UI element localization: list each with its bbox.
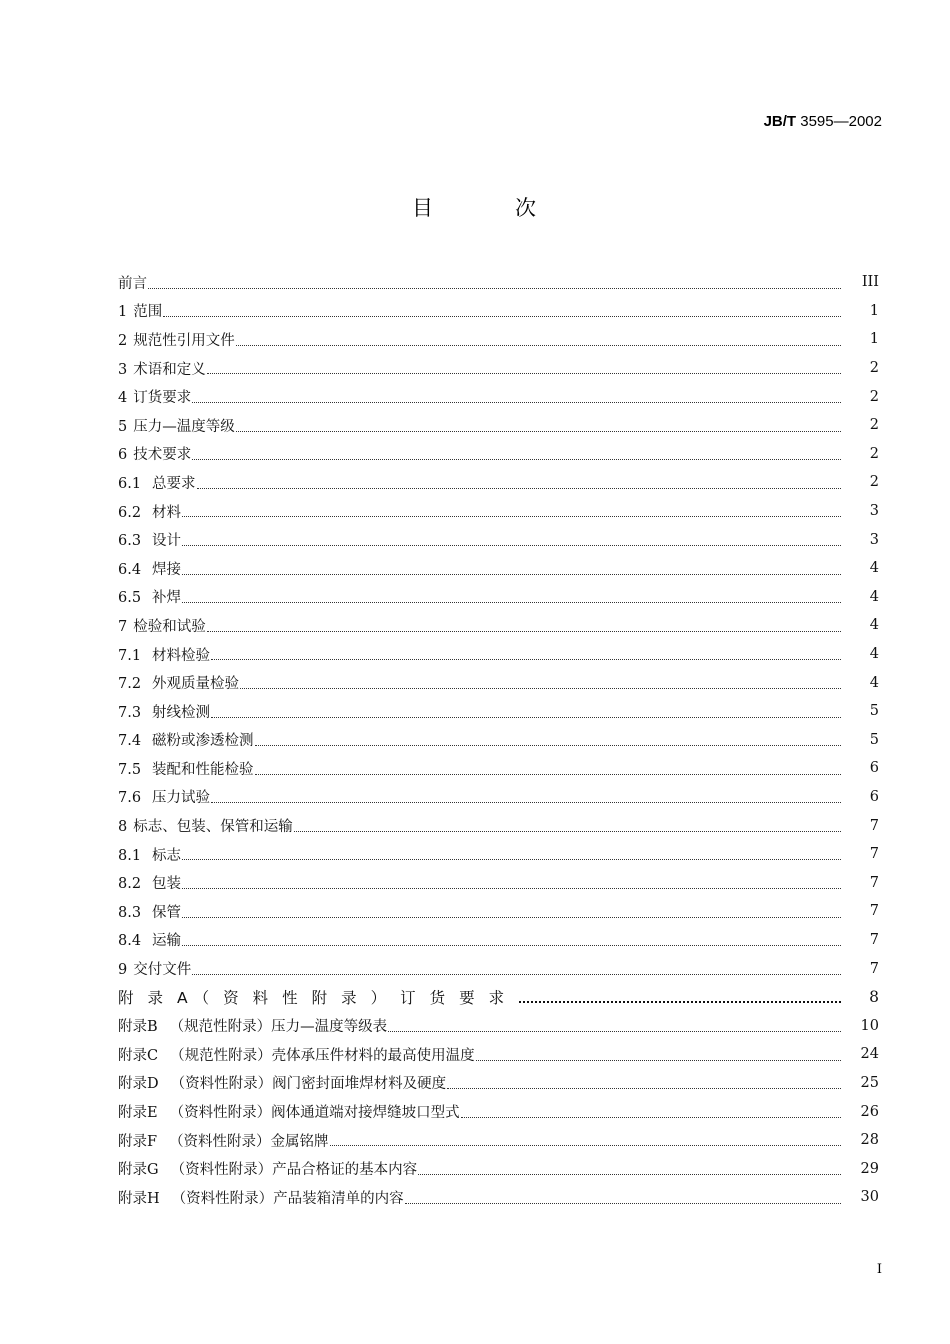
- toc-leader-dots: [163, 315, 841, 317]
- toc-entry-label: 6.3 设计: [118, 533, 181, 550]
- toc-page-number: 5: [869, 703, 879, 720]
- toc-page-number: 4: [869, 560, 879, 577]
- toc-entry-number: 7.5: [118, 761, 142, 778]
- toc-entry-label: 6.2 材料: [118, 504, 181, 521]
- toc-leader-dots: [240, 687, 841, 689]
- toc-entry-label: 4 订货要求: [118, 390, 192, 407]
- toc-annex-prefix: 附录H: [118, 1190, 160, 1207]
- toc-entry-label: 7.1 材料检验: [118, 647, 210, 664]
- toc-page-number: 4: [869, 674, 879, 691]
- toc-entry-7-3[interactable]: [118, 697, 879, 726]
- toc-entry-annex-a[interactable]: [118, 983, 879, 1012]
- toc-page-number: 7: [869, 817, 879, 834]
- toc-entry-label: 附录H （资料性附录）产品装箱清单的内容: [118, 1190, 404, 1207]
- toc-entry-label: 附录D （资料性附录）阀门密封面堆焊材料及硬度: [118, 1076, 447, 1093]
- toc-entry-5[interactable]: [118, 411, 879, 440]
- toc-entry-annex-d[interactable]: [118, 1069, 879, 1098]
- toc-entry-number: 8.4: [118, 933, 142, 950]
- toc-annex-prefix: 附录F: [118, 1133, 158, 1150]
- toc-leader-dots: [236, 344, 841, 346]
- toc-entry-3[interactable]: [118, 354, 879, 383]
- toc-page-number: III: [861, 274, 879, 291]
- toc-entry-8-2[interactable]: [118, 868, 879, 897]
- toc-entry-label: 附录F （资料性附录）金属铭牌: [118, 1133, 329, 1150]
- toc-entry-annex-g[interactable]: [118, 1154, 879, 1183]
- standard-code: 3595—2002: [800, 113, 882, 130]
- toc-leader-dots: [182, 916, 841, 918]
- toc-leader-dots: [418, 1173, 841, 1175]
- toc-entry-number: 3: [118, 361, 128, 378]
- toc-entry-7-4[interactable]: [118, 726, 879, 755]
- page-number: I: [876, 1262, 882, 1277]
- toc-entry-number: 8.1: [118, 847, 142, 864]
- toc-entry-label: 附录A（资料性附录）订货要求: [118, 989, 519, 1008]
- toc-entry-label: 1 范围: [118, 304, 163, 321]
- toc-page-number: 7: [869, 874, 879, 891]
- toc-page-number: 2: [869, 445, 879, 462]
- toc-entry-number: 2: [118, 332, 128, 349]
- toc-leader-dots: [476, 1059, 841, 1061]
- standard-number: [764, 113, 882, 130]
- toc-entry-8-3[interactable]: [118, 897, 879, 926]
- page-title-char-2: 次: [515, 196, 538, 220]
- toc-entry-number: 6: [118, 447, 128, 464]
- toc-entry-number: 8: [118, 819, 128, 836]
- toc-entry-number: 5: [118, 418, 128, 435]
- toc-page-number: 1: [869, 302, 879, 319]
- toc-annex-prefix: 附录G: [118, 1162, 159, 1179]
- toc-leader-dots: [182, 858, 841, 860]
- toc-entry-number: 6.2: [118, 504, 142, 521]
- toc-page-number: 7: [869, 846, 879, 863]
- toc-page-number: 7: [869, 960, 879, 977]
- toc-entry-number: 4: [118, 390, 128, 407]
- toc-leader-dots: [211, 801, 841, 803]
- toc-leader-dots: [182, 515, 841, 517]
- toc-entry-label: 5 压力—温度等级: [118, 418, 235, 435]
- toc-entry-number: 1: [118, 304, 128, 321]
- toc-entry-6-3[interactable]: [118, 525, 879, 554]
- toc-page-number: 10: [860, 1017, 879, 1034]
- toc-entry-annex-b[interactable]: [118, 1011, 879, 1040]
- toc-leader-dots: [192, 401, 841, 403]
- toc-page-number: 2: [869, 474, 879, 491]
- toc-entry-6-1[interactable]: [118, 468, 879, 497]
- toc-leader-dots: [211, 658, 841, 660]
- toc-leader-dots: [255, 744, 842, 746]
- toc-page-number: 2: [869, 417, 879, 434]
- toc-annex-prefix: 附录D: [118, 1076, 159, 1093]
- toc-page-number: 4: [869, 646, 879, 663]
- toc-entry-label: 7.3 射线检测: [118, 704, 210, 721]
- toc-entry-annex-c[interactable]: [118, 1040, 879, 1069]
- toc-entry-annex-h[interactable]: [118, 1183, 879, 1212]
- toc-entry-1[interactable]: [118, 297, 879, 326]
- toc-page-number: 1: [869, 331, 879, 348]
- toc-entry-8[interactable]: [118, 811, 879, 840]
- toc-leader-dots: [330, 1144, 841, 1146]
- toc-page-number: 3: [869, 531, 879, 548]
- toc-entry-8-4[interactable]: [118, 926, 879, 955]
- toc-entry-label: 前言: [118, 275, 147, 292]
- toc-entry-label: 6 技术要求: [118, 447, 192, 464]
- toc-entry-number: 6.5: [118, 590, 142, 607]
- toc-entry-label: 2 规范性引用文件: [118, 332, 235, 349]
- toc-leader-dots: [182, 573, 841, 575]
- toc-page-number: 2: [869, 360, 879, 377]
- toc-entry-6-5[interactable]: [118, 583, 879, 612]
- toc-entry-label: 8.4 运输: [118, 933, 181, 950]
- toc-leader-dots: [207, 630, 841, 632]
- toc-leader-dots: [192, 973, 841, 975]
- toc-leader-dots: [182, 601, 841, 603]
- toc-entry-7[interactable]: [118, 611, 879, 640]
- toc-page-number: 4: [869, 588, 879, 605]
- toc-annex-prefix: 附录C: [118, 1047, 159, 1064]
- toc-leader-dots: [294, 830, 841, 832]
- toc-page-number: 6: [869, 760, 879, 777]
- toc-entry-foreword[interactable]: [118, 268, 879, 297]
- toc-entry-label: 附录G （资料性附录）产品合格证的基本内容: [118, 1162, 418, 1179]
- toc-entry-number: 6.1: [118, 475, 142, 492]
- toc-entry-label: 7 检验和试验: [118, 618, 206, 635]
- toc-entry-number: 7.4: [118, 733, 142, 750]
- toc-entry-label: 7.4 磁粉或渗透检测: [118, 733, 254, 750]
- toc-page-number: 3: [869, 503, 879, 520]
- toc-page-number: 2: [869, 388, 879, 405]
- toc-page-number: 8: [869, 988, 879, 1007]
- toc-entry-6-2[interactable]: [118, 497, 879, 526]
- toc-entry-label: 8 标志、包装、保管和运输: [118, 819, 293, 836]
- toc-entry-label: 6.4 焊接: [118, 561, 181, 578]
- toc-page-number: 30: [860, 1189, 879, 1206]
- toc-page-number: 6: [869, 788, 879, 805]
- toc-entry-number: 7.3: [118, 704, 142, 721]
- page-title-char-1: 目: [412, 196, 435, 220]
- toc-page-number: 24: [860, 1046, 879, 1063]
- toc-leader-dots: [405, 1202, 841, 1204]
- toc-leader-dots: [447, 1087, 841, 1089]
- toc-entry-7-2[interactable]: [118, 668, 879, 697]
- toc-annex-prefix: 附录B: [118, 1019, 158, 1036]
- toc-leader-dots: [207, 372, 841, 374]
- toc-entry-label: 8.1 标志: [118, 847, 181, 864]
- toc-entry-label: 7.5 装配和性能检验: [118, 761, 254, 778]
- toc-entry-number: 7.1: [118, 647, 142, 664]
- toc-entry-number: 7: [118, 618, 128, 635]
- toc-entry-label: 8.2 包装: [118, 876, 181, 893]
- toc-page-number: 7: [869, 931, 879, 948]
- toc-entry-7-6[interactable]: [118, 783, 879, 812]
- toc-entry-number: 7.2: [118, 676, 142, 693]
- table-of-contents: [118, 268, 879, 1212]
- toc-entry-8-1[interactable]: [118, 840, 879, 869]
- standard-prefix: JB/T: [763, 113, 797, 130]
- toc-entry-9[interactable]: [118, 954, 879, 983]
- page-title: [0, 192, 950, 222]
- toc-page-number: 5: [869, 731, 879, 748]
- toc-entry-label: 6.1 总要求: [118, 475, 196, 492]
- toc-page-number: 26: [860, 1103, 879, 1120]
- toc-page-number: 28: [860, 1132, 879, 1149]
- toc-entry-label: 附录C （规范性附录）壳体承压件材料的最高使用温度: [118, 1047, 475, 1064]
- toc-entry-label: 6.5 补焊: [118, 590, 181, 607]
- toc-leader-dots: [519, 1000, 841, 1003]
- toc-page-number: 29: [860, 1160, 879, 1177]
- toc-entry-number: 6.4: [118, 561, 142, 578]
- toc-leader-dots: [197, 487, 842, 489]
- toc-entry-annex-f[interactable]: [118, 1126, 879, 1155]
- toc-entry-label: 8.3 保管: [118, 904, 181, 921]
- toc-page-number: 4: [869, 617, 879, 634]
- toc-entry-4[interactable]: [118, 382, 879, 411]
- toc-annex-prefix: 附录E: [118, 1105, 158, 1122]
- toc-entry-6-4[interactable]: [118, 554, 879, 583]
- toc-leader-dots: [461, 1116, 841, 1118]
- toc-entry-number: 7.6: [118, 790, 142, 807]
- toc-leader-dots: [388, 1030, 841, 1032]
- toc-leader-dots: [255, 773, 842, 775]
- toc-entry-label: 7.6 压力试验: [118, 790, 210, 807]
- toc-leader-dots: [182, 887, 841, 889]
- toc-entry-label: 附录B （规范性附录）压力—温度等级表: [118, 1019, 388, 1036]
- toc-leader-dots: [182, 544, 841, 546]
- toc-entry-annex-e[interactable]: [118, 1097, 879, 1126]
- toc-entry-7-1[interactable]: [118, 640, 879, 669]
- toc-entry-number: 8.2: [118, 876, 142, 893]
- toc-leader-dots: [211, 716, 841, 718]
- toc-entry-7-5[interactable]: [118, 754, 879, 783]
- toc-entry-number: 9: [118, 962, 128, 979]
- toc-leader-dots: [182, 944, 841, 946]
- toc-entry-label: 附录E （资料性附录）阀体通道端对接焊缝坡口型式: [118, 1105, 460, 1122]
- toc-entry-label: 3 术语和定义: [118, 361, 206, 378]
- toc-page-number: 7: [869, 903, 879, 920]
- toc-leader-dots: [148, 287, 841, 289]
- toc-entry-6[interactable]: [118, 440, 879, 469]
- toc-leader-dots: [192, 458, 841, 460]
- toc-entry-label: 7.2 外观质量检验: [118, 676, 239, 693]
- toc-entry-number: 6.3: [118, 533, 142, 550]
- toc-leader-dots: [236, 430, 841, 432]
- toc-page-number: 25: [860, 1074, 879, 1091]
- toc-entry-label: 9 交付文件: [118, 962, 192, 979]
- toc-entry-number: 8.3: [118, 904, 142, 921]
- toc-entry-2[interactable]: [118, 325, 879, 354]
